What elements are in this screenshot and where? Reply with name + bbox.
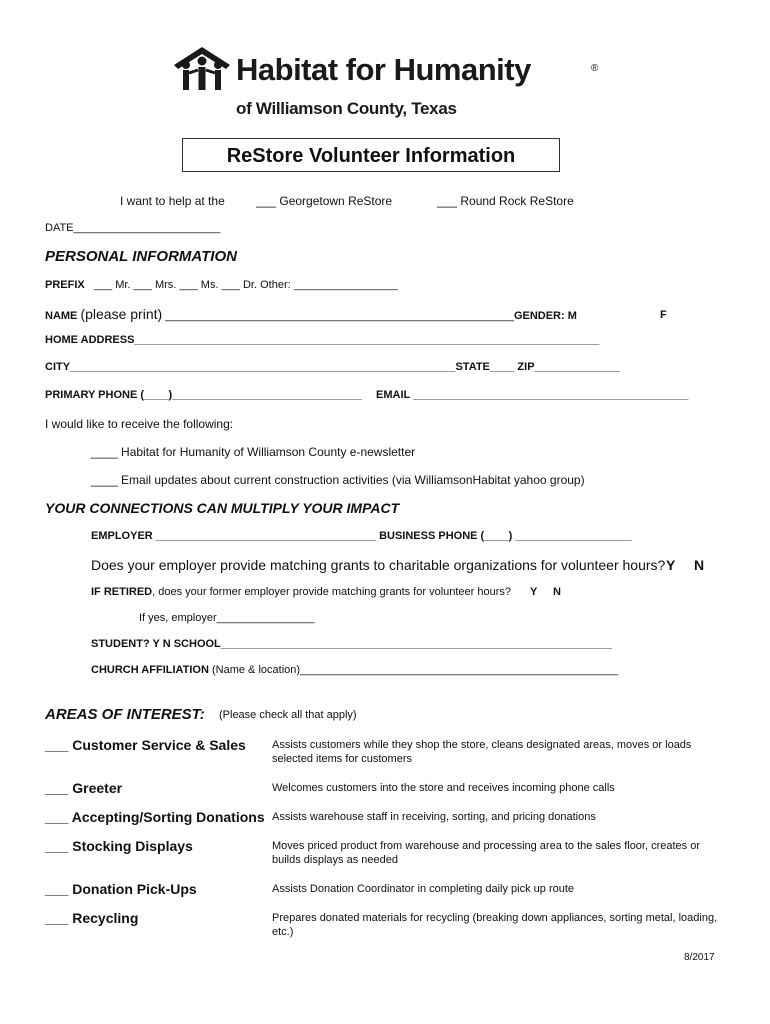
prefix-options[interactable]: ___ Mr. ___ Mrs. ___ Ms. ___ Dr. Other: _________________ (93, 279, 398, 291)
area-donation-pickups-desc: Assists Donation Coordinator in completing daily pick up route (272, 883, 575, 895)
area-customer-service-desc: Assists customers while they shop the store, cleans designated areas, moves or loads selected items for customers (272, 739, 692, 765)
employer-field[interactable]: EMPLOYER ____________________________________ BUSINESS PHONE (____) ___________________ (91, 530, 632, 542)
church-label: CHURCH AFFILIATION (91, 664, 209, 676)
georgetown-option[interactable]: ___ Georgetown ReStore (256, 194, 393, 208)
newsletter-option[interactable]: ____ Habitat for Humanity of Williamson County e-newsletter (91, 445, 416, 459)
connections-heading: YOUR CONNECTIONS CAN MULTIPLY YOUR IMPACT (45, 500, 400, 516)
name-field[interactable]: _________________________________________________________ (165, 310, 514, 322)
round-rock-option[interactable]: ___ Round Rock ReStore (437, 194, 574, 208)
area-recycling-desc: Prepares donated materials for recycling (breaking down appliances, sorting metal, loading, etc.) (272, 912, 718, 938)
student-school-field[interactable]: STUDENT? Y N SCHOOL________________________________________________________________ (91, 638, 613, 650)
personal-info-heading: PERSONAL INFORMATION (45, 248, 237, 265)
area-recycling[interactable]: ___ Recycling (45, 910, 139, 926)
retired-no[interactable]: N (553, 586, 561, 598)
areas-hint: (Please check all that apply) (219, 709, 357, 721)
registered-mark: ® (591, 63, 599, 74)
retired-label: IF RETIRED (91, 586, 153, 598)
retired-row (91, 586, 511, 598)
church-row[interactable] (91, 664, 618, 676)
name-hint: (please print) (80, 306, 163, 322)
matching-yes[interactable]: Y (666, 557, 676, 573)
area-stocking-displays[interactable]: ___ Stocking Displays (45, 838, 193, 854)
email-updates-option[interactable]: ____ Email updates about current construction activities (via WilliamsonHabitat yahoo group) (91, 473, 585, 487)
name-label: NAME (45, 310, 78, 322)
home-address-label[interactable]: HOME ADDRESS____________________________________________________________________________ (45, 334, 600, 346)
home-address-field[interactable] (45, 334, 599, 346)
form-title: ReStore Volunteer Information (182, 138, 560, 172)
retired-question: , does your former employer provide matching grants for volunteer hours? (152, 586, 512, 598)
church-field[interactable]: ____________________________________________________ (300, 664, 619, 676)
footer-date: 8/2017 (684, 952, 715, 963)
matching-question: Does your employer provide matching grants to charitable organizations for volunteer hours? (91, 557, 666, 573)
name-row (45, 306, 577, 322)
date-field[interactable]: DATE________________________ (45, 222, 221, 234)
habitat-houses-people-icon (172, 45, 232, 93)
city-state-zip-field[interactable]: CITY_______________________________________________________________STATE____ ZIP______________ (45, 361, 621, 373)
area-stocking-displays-desc: Moves priced product from warehouse and processing area to the sales floor, creates or builds displays as needed (272, 840, 701, 866)
area-accepting-sorting-desc: Assists warehouse staff in receiving, sorting, and pricing donations (272, 811, 596, 823)
matching-no[interactable]: N (694, 557, 705, 573)
location-prompt: I want to help at the (120, 194, 225, 208)
areas-heading: AREAS OF INTEREST: (45, 706, 205, 723)
gender-f[interactable]: F (660, 309, 667, 321)
email-field[interactable]: EMAIL _____________________________________________ (376, 389, 689, 401)
area-accepting-sorting[interactable]: ___ Accepting/Sorting Donations (45, 809, 265, 825)
area-greeter-desc: Welcomes customers into the store and receives incoming phone calls (272, 782, 615, 794)
gender-label[interactable]: GENDER: M (513, 310, 577, 322)
logo-subtitle: of Williamson County, Texas (236, 99, 457, 118)
prefix-label: PREFIX (45, 279, 85, 291)
area-greeter[interactable]: ___ Greeter (45, 780, 123, 796)
retired-yes[interactable]: Y (530, 586, 538, 598)
area-customer-service[interactable]: ___ Customer Service & Sales (45, 737, 246, 753)
receive-prompt: I would like to receive the following: (45, 417, 234, 431)
logo-title: Habitat for Humanity (236, 52, 531, 87)
if-yes-employer-field[interactable]: If yes, employer________________ (139, 612, 315, 624)
area-donation-pickups[interactable]: ___ Donation Pick-Ups (45, 881, 197, 897)
primary-phone-field[interactable]: PRIMARY PHONE (____)_______________________________ (45, 389, 362, 401)
prefix-row (45, 279, 398, 291)
church-hint: (Name & location) (212, 664, 301, 676)
